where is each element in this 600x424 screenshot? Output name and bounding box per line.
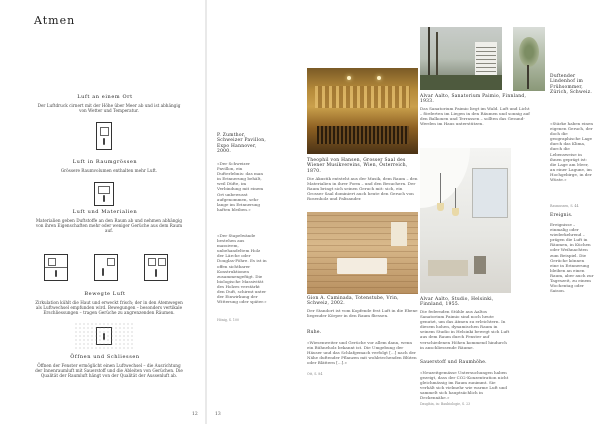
photo-aalto-studio [420, 148, 511, 293]
section-heading: Öffnen und Schliessen [70, 354, 140, 360]
photo-totenstube [307, 212, 418, 294]
section-text: Öffnen der Fenster ermöglicht einen Luftwechsel – die Ausrichtung der Innenraumluft mit Sauerstoff und die Ableiten von Gerüchen. Die Qualität der Raumluft hängt von der Qualität der Aussenluft ab. [35, 363, 183, 379]
caption-lindenhof: Duftender Lindenhof im Frühsommer, Zürich, Schweiz. [550, 74, 593, 96]
caption-sauerstoff: Sauerstoff und Raumhöhe. [420, 360, 487, 365]
diagram-moving-air-2 [94, 254, 118, 281]
section-heading: Bewegte Luft [84, 291, 126, 297]
text-ereignis: Ereignisse – einmalig oder wiederkehrend – prägen die Luft in Räumen, in Küchen oder Weihnachten zum Beispiel. Die Gerüche können eine in Erinnerung bleiben an einen Raum, aber auch zur Tageszeit, zu einem Wochentag oder Saison. [550, 222, 594, 294]
caption-ruhe: Ruhe. [307, 330, 322, 335]
text-lindenhof: «Stärke haben einen eigenen Geruch, der doch die geographische Lage durch das Klima, durch die Lebensweise in ihnen geprägt ist: die Lage am Meer, an einer Lagune, im Hochgebirge, in der Wüste.» [550, 121, 594, 183]
text-caminada: Der Standort ist vom Kopfende fest Luft in die Ebene liegender Körper in den Raum fliessen. [307, 308, 418, 319]
caption-caminada: Gion A. Caminada, Totenstube, Vrin, Schweiz, 2002. [307, 296, 399, 307]
section-heading: Luft in Raumgrössen [72, 159, 138, 165]
text-zumthor: «Der Schweizer Pavillon, ein Dufterlebnis: das man in Erinnerung behält, weil Düfte, im Verbindung mit einem Ort unbewusst aufgenommen, sehr lange im Erinnerung haften bleiben.» [217, 161, 264, 212]
diagram-materials [94, 182, 114, 206]
source-lindenhof: Rasmussen, S. 44 [550, 204, 579, 208]
right-page [207, 0, 600, 424]
source-sauerstoff: Dauphin, in: Baubiologie, S. 23 [420, 402, 471, 406]
photo-lindenhof [513, 27, 545, 91]
text-ruhe: «Wiesenweiter und Gerüche vor allem dann, wenn ein Bühneholz bekannt ist. Die Umgebung der Häuser und das Schlafgemach verfolgt [...] nach der Nähe duftender Pflanzen mit wohlriechenden Blüten oder Blättern [...].» [307, 340, 417, 366]
page-number: 12 [192, 412, 198, 417]
section-text: Der Luftdruck cirnert mit der Höhe über Meer ab und ist abhängig von Wetter und Temperatur. [37, 103, 181, 114]
left-page [0, 0, 205, 424]
page-number: 13 [215, 412, 221, 417]
caption-ereignis: Ereignis. [550, 213, 573, 218]
section-heading: Luft an einem Ort [77, 94, 133, 100]
section-text: Zirkulation kühlt die Haut und erweckt frisch; der in den Atemwegen als Luftwechsel empfunden wird. Bewegungen – besonders vertikale Erschliessungen – tragen Gerüche zu angrenzenden Räumen. [35, 300, 183, 316]
caption-zumthor: P. Zumthor, Schweizer Pavillon, Expo Hannover, 2000. [217, 133, 267, 155]
text-studio: Die federnden Stühle aus Aaltos Sanatorium Paimio sind noch heute genutzt, um das Atmen zu erleichtern. In diesem hohen, dynamischen Raum in seinem Studio in Helsinki bewegt sich Luft aus dem Raum durch Fenster auf verschiedenen Höhen kommend hindurch in anschliessende Räume. [420, 309, 510, 350]
photo-paimio [420, 27, 502, 90]
air-dots-decoration [74, 322, 134, 350]
page-title: Atmen [34, 14, 76, 27]
caption-studio: Alvar Aalto, Studio, Helsinki, Finnland, 1955. [420, 297, 494, 308]
text-paimio: Das Sanatorium Paimio liegt im Wald. Luft und Licht – förderten im Liegen in den Räumen und sonnig auf den Balkonen und Terrassen – sollten das Gesund-Werden im Haus unterstützen. [420, 106, 530, 127]
caption-paimio: Alvar Aalto, Sanatorium Paimio, Finnland, 1933. [420, 94, 527, 105]
section-heading: Luft und Materialien [72, 209, 138, 215]
source-ruhe: Ott, S. 84 [307, 372, 323, 376]
source-zumthor: Hönig, S. 100 [217, 318, 240, 322]
diagram-room-size [96, 122, 112, 150]
section-text: Grössere Raumvolumen enthalten mehr Luft. [60, 168, 158, 173]
text-zumthor-2: «Der Stapelwände bestehen aus massivem, unbehandeltem Holz der Lärche oder Douglas-Föhre. Es ist in offen sichtbarer Konstruktionen zusammengefügt. Die biologische Massivität des Holzes verstärkt den Duft, schirmt unter der Einwirkung der Witterung oder später.» [217, 233, 267, 305]
diagram-moving-air-3 [144, 254, 168, 281]
diagram-moving-air-1 [44, 254, 68, 281]
caption-hansen: Theophil von Hansen, Grosser Saal des Wiener Musikvereins, Wien, Österreich, 1870. [307, 158, 408, 174]
text-sauerstoff: «Neuzeitgemässe Untersuchungen haben gezeigt, dass der CO2-Konzentration nicht gleichmässig im Raum zunimmt. Sie verhält sich vielmehr wie warme Luft und sammelt sich hauptsächlich in Deckennähe.» [420, 370, 509, 401]
text-hansen: Die Akustik entsteht aus der Musik, dem Raum – den Materialien in ihrer Form – und den Besuchern. Der Raum bringt sich seinen Geruch mit: sich, ein Grosser Saal dominiert auch heute den Geruch von Rosenholz und Palisander. [307, 176, 418, 202]
section-text: Materialien geben Duftstoffe an den Raum ab und nehmen abhängig von ihren Eigenschaften mehr oder weniger Gerüche aus dem Raum auf. [35, 218, 183, 234]
photo-musikverein [307, 68, 418, 154]
